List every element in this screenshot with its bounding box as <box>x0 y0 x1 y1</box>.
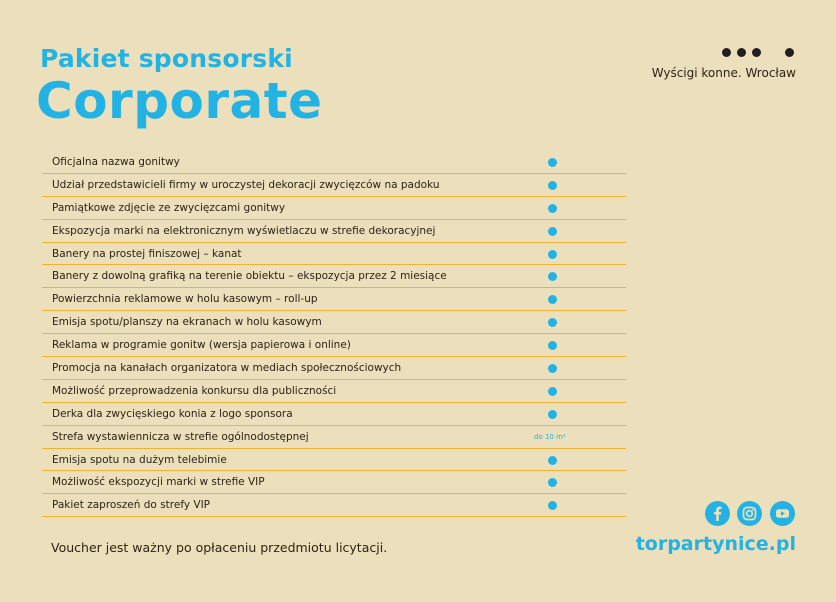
benefit-label: Banery na prostej finiszowej – kanat <box>52 247 242 260</box>
included-dot-icon <box>548 272 557 281</box>
facebook-icon[interactable] <box>705 501 730 526</box>
benefit-label: Strefa wystawiennicza w strefie ogólnodostępnej <box>52 430 309 443</box>
table-row <box>42 197 626 220</box>
table-row <box>42 288 626 311</box>
package-subtitle: Pakiet sponsorski <box>40 44 293 73</box>
benefit-note: do 10 m² <box>534 432 566 441</box>
benefit-label: Możliwość przeprowadzenia konkursu dla publiczności <box>52 384 337 397</box>
included-dot-icon <box>548 227 557 236</box>
benefit-label: Emisja spotu/planszy na ekranach w holu kasowym <box>52 316 322 329</box>
included-dot-icon <box>548 410 557 419</box>
package-title: Corporate <box>36 72 323 130</box>
included-dot-icon <box>548 158 557 167</box>
dot <box>752 48 761 57</box>
benefit-label: Pakiet zaproszeń do strefy VIP <box>52 499 210 512</box>
table-row <box>42 311 626 334</box>
table-row <box>42 243 626 266</box>
voucher-note: Voucher jest ważny po opłaceniu przedmiotu licytacji. <box>51 540 388 555</box>
table-row <box>42 449 626 472</box>
table-row <box>42 380 626 403</box>
included-dot-icon <box>548 250 557 259</box>
dot <box>722 48 731 57</box>
dot <box>785 48 794 57</box>
included-dot-icon <box>548 181 557 190</box>
included-dot-icon <box>548 456 557 465</box>
table-row <box>42 265 626 288</box>
table-row <box>42 220 626 243</box>
benefit-label: Banery z dowolną grafiką na terenie obiektu – ekspozycja przez 2 miesiące <box>52 270 447 283</box>
table-row <box>42 357 626 380</box>
table-row <box>42 471 626 494</box>
table-row <box>42 426 626 449</box>
benefit-label: Powierzchnia reklamowe w holu kasowym – roll-up <box>52 293 318 306</box>
included-dot-icon <box>548 318 557 327</box>
table-row <box>42 151 626 174</box>
included-dot-icon <box>548 501 557 510</box>
included-dot-icon <box>548 341 557 350</box>
included-dot-icon <box>548 478 557 487</box>
included-dot-icon <box>548 204 557 213</box>
included-dot-icon <box>548 364 557 373</box>
dot <box>737 48 746 57</box>
included-dot-icon <box>548 387 557 396</box>
youtube-icon[interactable] <box>770 501 795 526</box>
benefit-label: Promocja na kanałach organizatora w mediach społecznościowych <box>52 362 402 375</box>
benefit-label: Emisja spotu na dużym telebimie <box>52 453 227 466</box>
tagline: Wyścigi konne. Wrocław <box>651 66 796 80</box>
benefit-label: Ekspozycja marki na elektronicznym wyświetlaczu w strefie dekoracyjnej <box>52 224 436 237</box>
instagram-icon[interactable] <box>737 501 762 526</box>
website-link[interactable]: torpartynice.pl <box>635 533 796 555</box>
table-row <box>42 494 626 517</box>
benefits-table <box>42 151 626 517</box>
table-row <box>42 174 626 197</box>
benefit-label: Reklama w programie gonitw (wersja papierowa i online) <box>52 339 351 352</box>
benefit-label: Udział przedstawicieli firmy w uroczystej dekoracji zwycięzców na padoku <box>52 178 440 191</box>
benefit-label: Możliwość ekspozycji marki w strefie VIP <box>52 476 265 489</box>
table-row <box>42 334 626 357</box>
benefit-label: Pamiątkowe zdjęcie ze zwycięzcami gonitwy <box>52 201 286 214</box>
benefit-label: Oficjalna nazwa gonitwy <box>52 156 180 168</box>
benefit-label: Derka dla zwycięskiego konia z logo sponsora <box>52 407 293 420</box>
table-row <box>42 403 626 426</box>
included-dot-icon <box>548 295 557 304</box>
